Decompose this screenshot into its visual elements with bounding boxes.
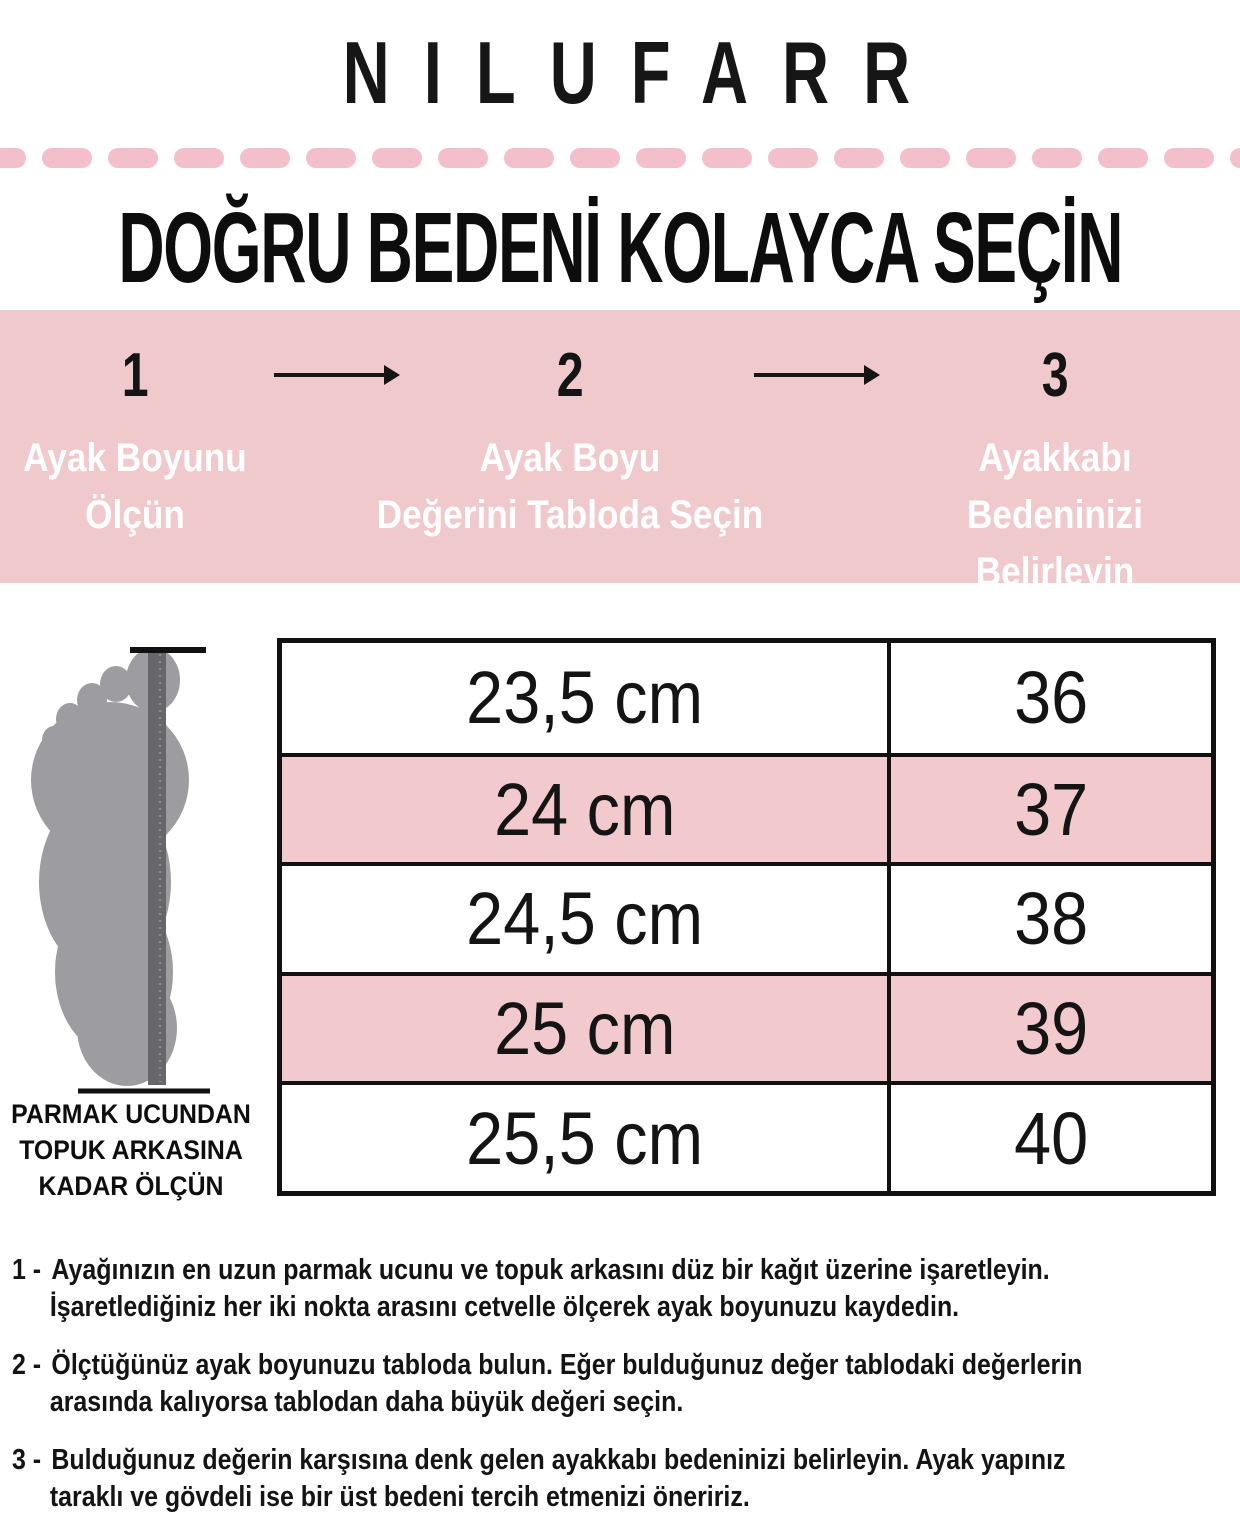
arrow-right-icon [274,373,386,377]
size-table-row [282,643,1211,753]
brand-logo: NILUFARR [342,23,944,122]
measure-caption-line2: TOPUK ARKASINA [19,1135,243,1165]
instruction-3-number: 3 - [12,1444,42,1476]
step-3-label [892,430,1218,601]
instruction-3-line2: taraklı ve gövdeli ise bir üst bedeni tercih etmenizi öneririz. [49,1481,750,1513]
step-2-number: 2 [556,340,584,410]
shoe-size-cell [891,757,1211,863]
instruction-2-line2: arasında kalıyorsa tablodan daha büyük değeri seçin. [49,1386,684,1418]
measure-caption-line1: PARMAK UCUNDAN [11,1099,251,1129]
instruction-3 [12,1442,1240,1516]
title-row [0,191,1240,304]
measure-caption [10,1096,251,1204]
measure-section [0,638,1240,1201]
size-table-row [282,972,1211,1082]
step-3-number: 3 [1041,340,1069,410]
arrow-right-icon [754,373,866,377]
foot-length-value: 24,5 cm [466,877,703,961]
size-table-row [282,753,1211,863]
shoe-size-value: 39 [1013,987,1089,1071]
dashed-divider [0,148,1240,168]
instructions [0,1252,1240,1516]
shoe-size-value: 37 [1013,767,1089,851]
ruler-strip [148,650,166,1085]
instruction-1-number: 1 - [12,1254,42,1286]
step-2-label-line2: Değerini Tabloda Seçin [376,493,764,537]
foot-length-cell [282,866,891,972]
shoe-size-cell [891,866,1211,972]
size-table [277,638,1216,1196]
step-1-number: 1 [121,340,149,410]
shoe-size-cell [891,976,1211,1082]
step-2-label [306,430,834,544]
arrow-right-icon [750,320,870,430]
step-1-label [16,430,254,544]
step-3-label-line2: Belirleyin [975,550,1135,594]
foot-length-value: 25,5 cm [466,1096,703,1180]
instruction-2-line1: 2 - Ölçtüğünüz ayak boyunuzu tabloda bulun. Eğer bulduğunuz değer tablodaki değerlerin [12,1349,1083,1381]
size-table-row [282,862,1211,972]
foot-length-value: 24 cm [493,767,676,851]
step-1-label-line2: Ölçün [85,493,185,537]
foot-measure-illustration [10,642,245,1097]
size-table-row [282,1081,1211,1191]
shoe-size-value: 40 [1013,1096,1089,1180]
instruction-1-line1: 1 - Ayağınızın en uzun parmak ucunu ve topuk arkasını düz bir kağıt üzerine işaretleyin. [12,1254,1050,1286]
foot-length-value: 25 cm [493,987,676,1071]
foot-length-cell [282,1085,891,1191]
shoe-size-value: 38 [1013,877,1089,961]
instruction-2-number: 2 - [12,1349,42,1381]
arrow-right-icon [270,320,390,430]
step-1-label-line1: Ayak Boyunu [23,436,247,480]
shoe-size-value: 36 [1013,656,1089,740]
foot-length-cell [282,757,891,863]
instruction-3-line1: 3 - Bulduğunuz değerin karşısına denk gelen ayakkabı bedeninizi belirleyin. Ayak yapınız [12,1444,1066,1476]
header [0,0,1240,122]
shoe-size-cell [891,1085,1211,1191]
step-2-label-line1: Ayak Boyu [479,436,661,480]
instruction-2 [12,1347,1240,1421]
page-title: DOĞRU BEDENİ KOLAYCA SEÇİN [118,191,1122,304]
step-3-label-line1: Ayakkabı Bedeninizi [966,436,1144,537]
instruction-1 [12,1252,1240,1326]
foot-length-cell [282,643,891,753]
foot-length-cell [282,976,891,1082]
shoe-size-cell [891,643,1211,753]
measure-caption-line3: KADAR ÖLÇÜN [38,1171,224,1201]
foot-length-value: 23,5 cm [466,656,703,740]
instruction-1-line2: İşaretlediğiniz her iki nokta arasını cetvelle ölçerek ayak boyunuzu kaydedin. [49,1291,960,1323]
steps-band [0,310,1240,594]
